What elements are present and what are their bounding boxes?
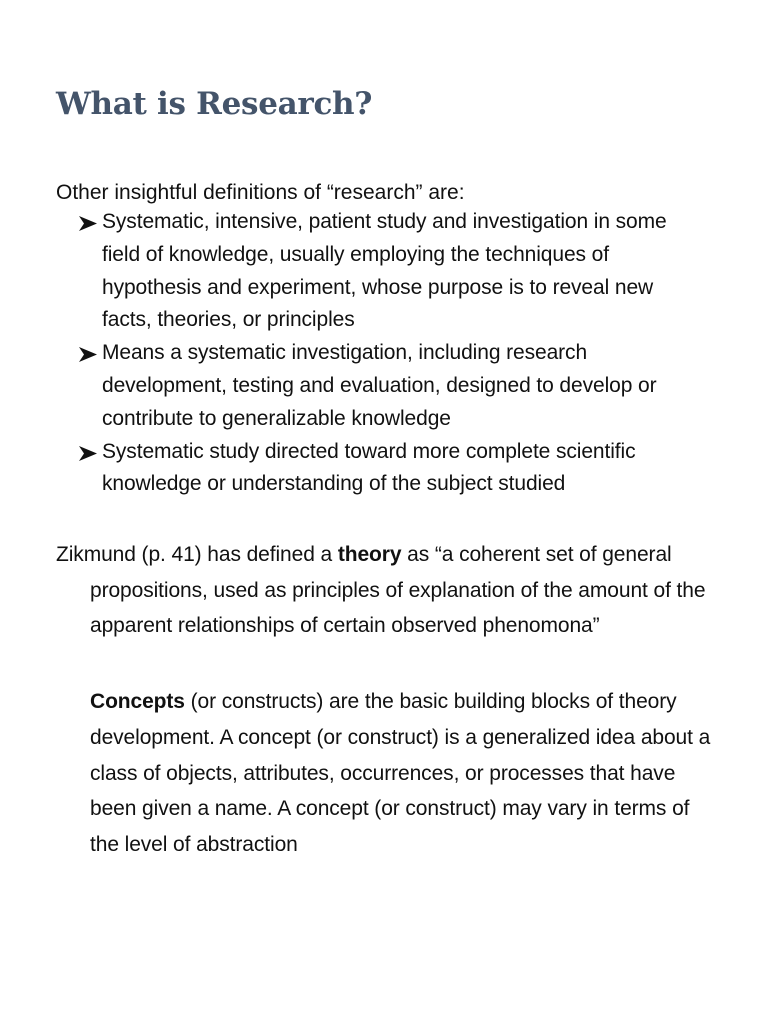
theory-definition-text: as “a coherent set of general propositions, used as principles of explanation of the amount of the apparent relationships of certain observed phenomona” bbox=[90, 543, 706, 637]
arrowhead-bullet-icon bbox=[78, 215, 98, 232]
concepts-definition-text: (or constructs) are the basic building blocks of theory development. A concept (or construct) is a generalized idea about a class of objects, attributes, occurrences, or processes that have been given a name. A concept (or construct) may vary in terms of the level of abstraction bbox=[90, 690, 711, 857]
definition-list bbox=[78, 206, 698, 501]
list-item-text: Systematic study directed toward more complete scientific knowledge or understanding of the subject studied bbox=[102, 439, 636, 496]
concepts-paragraph bbox=[90, 684, 712, 863]
arrowhead-bullet-icon bbox=[78, 346, 98, 363]
list-item-text: Means a systematic investigation, including research development, testing and evaluation, designed to develop or contribute to generalizable knowledge bbox=[102, 341, 657, 430]
concepts-term: Concepts bbox=[90, 690, 185, 713]
list-item bbox=[78, 206, 698, 337]
list-item bbox=[78, 337, 698, 435]
list-item bbox=[78, 436, 698, 502]
list-item-text: Systematic, intensive, patient study and investigation in some field of knowledge, usually employing the techniques of hypothesis and experiment, whose purpose is to reveal new facts, theories, or principles bbox=[102, 210, 667, 332]
page-title: What is Research? bbox=[56, 86, 373, 122]
intro-text: Other insightful definitions of “research” are: bbox=[56, 181, 465, 204]
theory-paragraph bbox=[56, 537, 740, 644]
arrowhead-bullet-icon bbox=[78, 445, 98, 462]
theory-lead-text: Zikmund (p. 41) has defined a bbox=[56, 543, 338, 566]
theory-term: theory bbox=[337, 543, 402, 566]
